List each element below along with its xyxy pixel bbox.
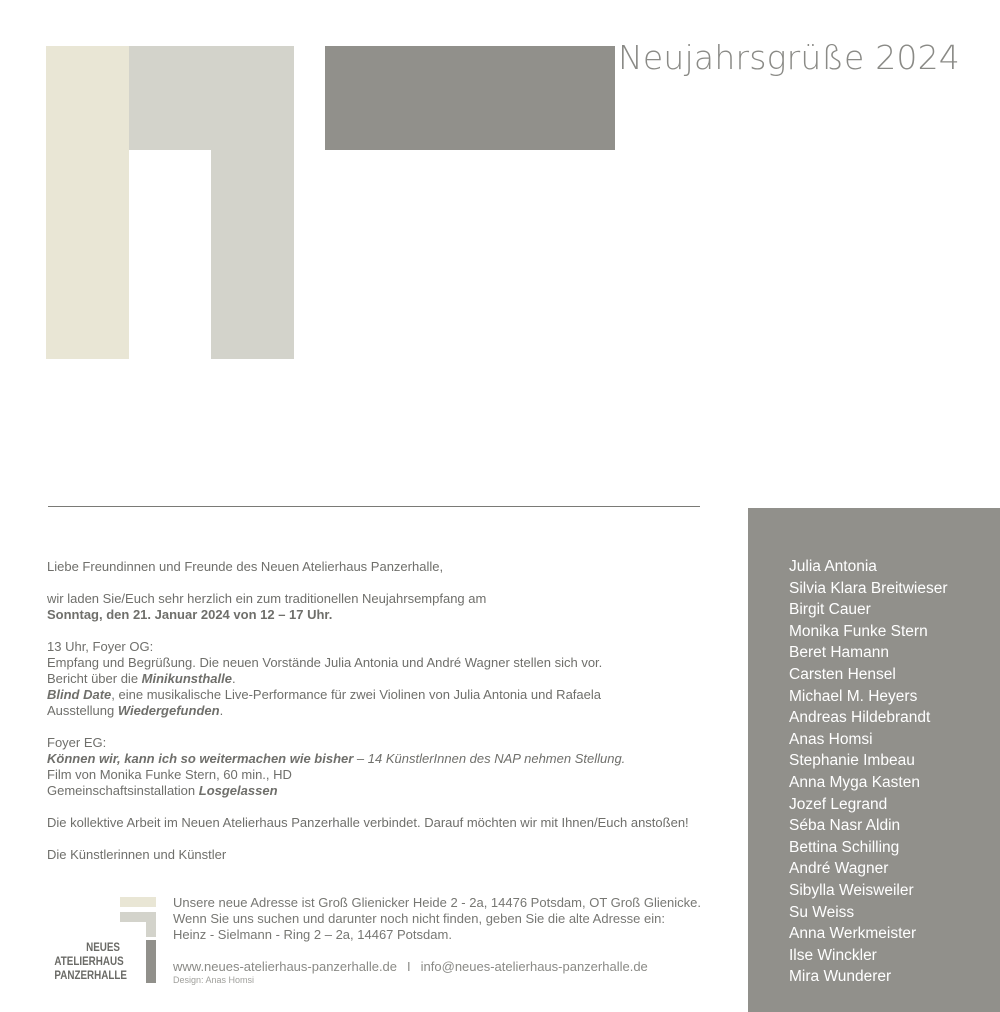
eg-statement: Können wir, kann ich so weitermachen wie bisher – 14 KünstlerInnen des NAP nehmen Stellung.: [47, 751, 626, 766]
design-credit: Design: Anas Homsi: [173, 975, 255, 985]
closing-text: Die kollektive Arbeit im Neuen Atelierhaus Panzerhalle verbindet. Darauf möchten wir mit Ihnen/Euch anstoßen!: [47, 815, 689, 830]
invite-line: wir laden Sie/Euch sehr herzlich ein zum traditionellen Neujahrsempfang am: [47, 591, 487, 606]
artist-name: Julia Antonia: [789, 558, 877, 575]
address-line: Heinz - Sielmann - Ring 2 – 2a, 14467 Potsdam.: [173, 927, 452, 942]
artist-name: Andreas Hildebrandt: [789, 709, 931, 727]
invitation-letter: [47, 559, 737, 863]
foyer-og-heading: 13 Uhr, Foyer OG:: [47, 639, 154, 654]
artist-name: Sibylla Weisweiler: [789, 881, 914, 899]
contact-line: [173, 959, 648, 974]
logo-mark: [120, 897, 156, 907]
og-performance: Blind Date, eine musikalische Live-Performance für zwei Violinen von Julia Antonia und Rafaela: [47, 687, 601, 702]
logo-mark: [146, 912, 156, 937]
eg-film: Film von Monika Funke Stern, 60 min., HD: [47, 767, 292, 782]
logo-mark: [146, 940, 156, 983]
artist-name: Su Weiss: [789, 903, 855, 921]
artist-name: Birgit Cauer: [789, 601, 871, 619]
logo-mark: [120, 912, 146, 922]
divider: [48, 506, 700, 507]
artist-list: [789, 556, 948, 988]
artist-name: André Wagner: [789, 860, 889, 878]
page-title: Neujahrsgrüße 2024: [618, 38, 960, 77]
og-welcome: Empfang und Begrüßung. Die neuen Vorstände Julia Antonia und André Wagner stellen sich vor.: [47, 655, 603, 670]
logo-wordmark: NEUES ATELIERHAUS PANZERHALLE: [54, 940, 127, 982]
artist-name: Mira Wunderer: [789, 968, 892, 986]
address-block: [173, 895, 743, 943]
artist-name: Stephanie Imbeau: [789, 752, 915, 770]
graphic-block-light-leg: [211, 150, 294, 359]
address-line: Unsere neue Adresse ist Groß Glienicker Heide 2 - 2a, 14476 Potsdam, OT Groß Glienicke.: [173, 895, 701, 910]
artist-name: Silvia Klara Breitwieser: [789, 579, 948, 597]
artist-name: Bettina Schilling: [789, 838, 900, 856]
website-link[interactable]: www.neues-atelierhaus-panzerhalle.de: [173, 959, 398, 974]
artists-panel: [748, 508, 1000, 1012]
artist-name: Anna Myga Kasten: [789, 773, 920, 791]
artist-name: Carsten Hensel: [789, 665, 896, 683]
og-report: Bericht über die Minikunsthalle.: [47, 671, 236, 686]
separator: I: [407, 959, 411, 974]
artist-name: Monika Funke Stern: [789, 622, 928, 640]
event-date: Sonntag, den 21. Januar 2024 von 12 – 17 Uhr.: [47, 607, 333, 622]
graphic-block-light-top: [129, 46, 294, 150]
foyer-eg-heading: Foyer EG:: [47, 735, 107, 750]
graphic-block-cream: [46, 46, 129, 359]
og-exhibition: Ausstellung Wiedergefunden.: [47, 703, 224, 718]
email-link[interactable]: info@neues-atelierhaus-panzerhalle.de: [420, 959, 648, 974]
artist-name: Jozef Legrand: [789, 795, 888, 813]
artist-name: Séba Nasr Aldin: [789, 817, 901, 835]
address-line: Wenn Sie uns suchen und darunter noch nicht finden, geben Sie die alte Adresse ein:: [173, 911, 665, 926]
artist-name: Michael M. Heyers: [789, 687, 918, 705]
artist-name: Anna Werkmeister: [789, 925, 917, 943]
greeting: Liebe Freundinnen und Freunde des Neuen Atelierhaus Panzerhalle,: [47, 559, 444, 574]
artist-name: Ilse Winckler: [789, 946, 877, 964]
artist-name: Anas Homsi: [789, 730, 873, 748]
eg-installation: Gemeinschaftsinstallation Losgelassen: [47, 783, 278, 798]
artist-name: Beret Hamann: [789, 644, 889, 662]
signature: Die Künstlerinnen und Künstler: [47, 847, 227, 862]
